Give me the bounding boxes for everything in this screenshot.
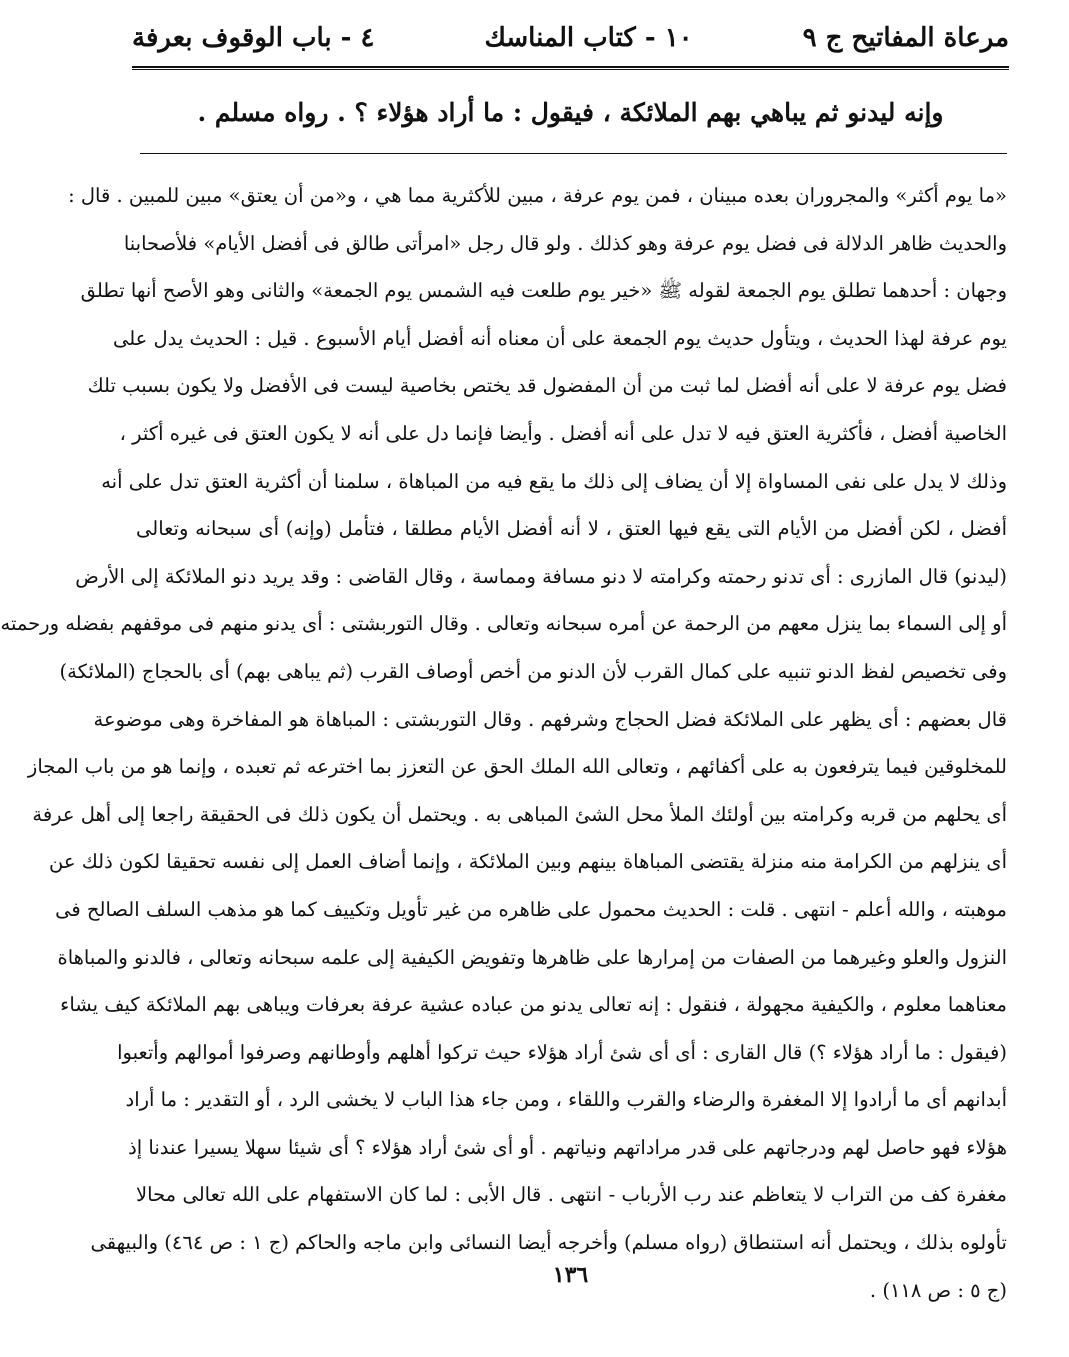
running-header [132,18,1009,58]
commentary-line: أبدانهم أى ما أرادوا إلا المغفرة والرضاء والقرب واللقاء ، ومن جاء هذا الباب لا يخشى الرد ، أو التقدير : ما أراد [125,1088,1007,1112]
header-rule-thin [132,69,1009,70]
commentary-line: وفى تخصيص لفظ الدنو تنبيه على كمال القرب لأن الدنو من أخص أوصاف القرب (ثم يباهى بهم) أى بالحجاج (الملائكة) [59,659,1007,683]
header-book-volume: مرعاة المفاتيح ج ٩ [802,23,1009,53]
page-number: ١٣٦ [552,1262,589,1288]
commentary-line: قال بعضهم : أى يظهر على الملائكة فضل الحجاج وشرفهم . وقال التوربشتى : المباهاة هو المفاخرة وهى موضوعة [93,707,1007,731]
text-separator [140,153,1007,154]
commentary-line: هؤلاء فهو حاصل لهم ودرجاتهم على قدر مراداتهم ونياتهم . أو أى شئ أراد هؤلاء ؟ أى شيئا سهلا يسيرا عندنا إذ [128,1135,1007,1159]
commentary-line: وجهان : أحدهما تطلق يوم الجمعة لقوله ﷺ «خير يوم طلعت فيه الشمس يوم الجمعة» والثانى وهو الأصح أنها تطلق [80,279,1007,303]
commentary-line: فضل يوم عرفة لا على أنه أفضل لما ثبت من أن المفضول قد يختص بخاصية ليست فى الأفضل ولا يكون بسبب تلك [87,374,1007,398]
commentary-line: النزول والعلو وغيرهما من الصفات من إمرارها على ظاهرها وتفويض الكيفية إلى علمه سبحانه وتعالى ، فالدنو والمباهاة [57,945,1007,969]
commentary-line: الخاصية أفضل ، فأكثرية العتق فيه لا تدل على أنه أفضل . وأيضا فإنما دل على أنه لا يكون العتق فى غيره أكثر ، [119,421,1007,445]
commentary-line: (ليدنو) قال المازرى : أى تدنو رحمته وكرامته لا دنو مسافة ومماسة ، وقال القاضى : وقد يريد دنو الملائكة إلى الأرض [75,564,1007,588]
commentary-line: أو إلى السماء بما ينزل معهم من الرحمة عن أمره سبحانه وتعالى . وقال التوربشتى : أى يدنو منهم فى موقفهم بفضله ورحمته [0,612,1007,636]
header-chapter: ٤ - باب الوقوف بعرفة [132,23,375,53]
commentary-line: مغفرة كف من التراب لا يتعاظم عند رب الأرباب - انتهى . قال الأبى : لما كان الاستفهام على الله تعالى محالا [136,1183,1007,1207]
commentary-body [0,172,1008,1314]
commentary-line: يوم عرفة لهذا الحديث ، ويتأول حديث يوم الجمعة على أن معناه أنه أفضل أيام الأسبوع . قيل : الحديث يدل على [112,326,1007,350]
commentary-line: والحديث ظاهر الدلالة فى فضل يوم عرفة وهو كذلك . ولو قال رجل «امرأتى طالق فى أفضل الأيام» فلأصحابنا [123,231,1007,255]
commentary-line: أفضل ، لكن أفضل من الأيام التى يقع فيها العتق ، لا أنه أفضل الأيام مطلقا ، فتأمل (وإنه) أى سبحانه وتعالى [136,517,1008,541]
commentary-line: «ما يوم أكثر» والمجروران بعده مبينان ، فمن يوم عرفة ، مبين للأكثرية مما هي ، و«من أن يعتق» مبين للمبين . قال : [68,184,1007,207]
commentary-line: للمخلوقين فيما يترفعون به على أكفائهم ، وتعالى الله الملك الحق عن التعزز بما اخترعه ثم تعبده ، وإنما هو من باب المجاز [27,755,1007,779]
commentary-line: أى ينزلهم من الكرامة منه منزلة يقتضى المباهاة بينهم وبين الملائكة ، وإنما أضاف العمل إلى نفسه تحقيقا لكون ذلك عن [49,850,1007,874]
header-book-section: ١٠ - كتاب المناسك [484,23,693,53]
commentary-line: معناهما معلوم ، والكيفية مجهولة ، فنقول : إنه تعالى يدنو من عباده عشية عرفة بعرفات ويباهى بهم الملائكة كيف يشاء [60,993,1007,1017]
header-rule-thick [132,66,1009,68]
hadith-text: وإنه ليدنو ثم يباهي بهم الملائكة ، فيقول : ما أراد هؤلاء ؟ . رواه مسلم . [197,98,944,127]
commentary-line: (فيقول : ما أراد هؤلاء ؟) قال القارى : أى أى شئ أراد هؤلاء حيث تركوا أهلهم وأوطانهم وصرفوا أموالهم وأتعبوا [117,1040,1007,1064]
commentary-line: تأولوه بذلك ، ويحتمل أنه استنطاق (رواه مسلم) وأخرجه أيضا النسائى وابن ماجه والحاكم (ج ١ : ص ٤٦٤) والبيهقى [90,1231,1007,1255]
commentary-line: وذلك لا يدل على نفى المساواة إلا أن يضاف إلى ذلك ما يقع فيه من المباهاة ، سلمنا أن أكثرية العتق تدل على أنه [101,469,1007,493]
commentary-line: (ج ٥ : ص ١١٨) . [869,1278,1007,1302]
commentary-line: موهبته ، والله أعلم - انتهى . قلت : الحديث محمول على ظاهره من غير تأويل وتكييف كما هو مذهب السلف الصالح فى [55,897,1007,921]
commentary-line: أى يحلهم من قربه وكرامته بين أولئك الملأ محل الشئ المباهى به . ويحتمل أن يكون ذلك فى الحقيقة راجعا إلى أهل عرفة [32,802,1007,826]
